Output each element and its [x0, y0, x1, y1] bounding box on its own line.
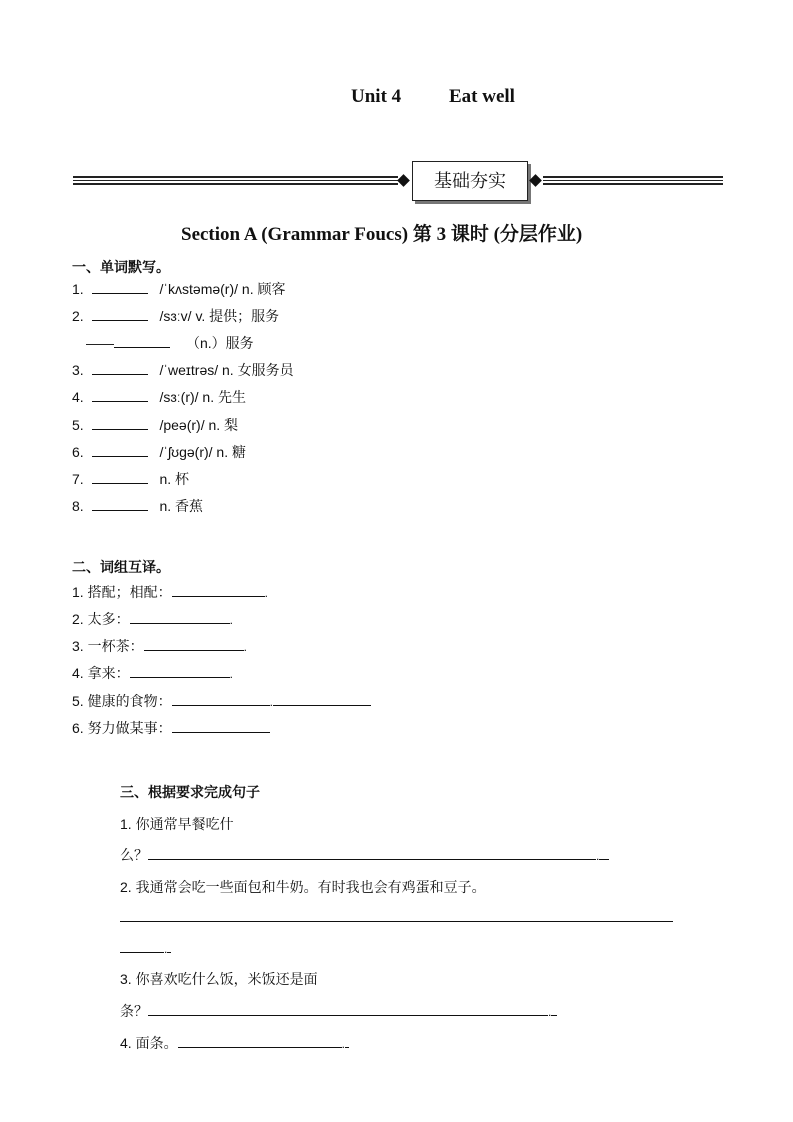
item-text: /ˈʃʊɡə(r)/ n. 糖: [159, 444, 246, 460]
part2-heading: 二、词组互译。: [72, 559, 170, 575]
list-item: [72, 469, 189, 489]
item-text: 4. 拿来：: [72, 665, 130, 681]
answer-blank[interactable]: [148, 846, 596, 860]
question-1-line-2: 么？ .: [120, 845, 609, 865]
list-item: [72, 360, 294, 380]
answer-blank[interactable]: [92, 307, 148, 321]
unit-number: Unit 4: [351, 86, 402, 107]
item-text: /sɜːv/ v. 提供；服务: [159, 308, 280, 324]
item-number: 2.: [72, 308, 84, 324]
answer-blank[interactable]: [92, 416, 148, 430]
diamond-left-icon: [397, 174, 410, 187]
item-number: 3.: [72, 362, 84, 378]
list-item: 5. 健康的食物： .: [72, 691, 371, 711]
diamond-right-icon: [529, 174, 542, 187]
item-number: 8.: [72, 498, 84, 514]
answer-blank[interactable]: [120, 939, 164, 953]
answer-blank[interactable]: [167, 939, 171, 953]
question-4: 4. 面条。 .: [120, 1033, 349, 1053]
item-text: n. 杯: [159, 471, 190, 487]
item-text: /ˈkʌstəmə(r)/ n. 顾客: [159, 281, 286, 297]
list-item: [72, 306, 279, 326]
answer-blank[interactable]: [273, 692, 371, 706]
item-text: n. 香蕉: [159, 498, 204, 514]
list-item: [72, 387, 246, 407]
list-item: 4. 拿来： .: [72, 665, 233, 681]
question-3-line-2: 条？ .: [120, 1001, 557, 1021]
list-item: [72, 279, 285, 299]
answer-blank[interactable]: [114, 334, 170, 348]
answer-blank[interactable]: [130, 664, 230, 678]
unit-title: Eat well: [449, 86, 515, 107]
item-number: 5.: [72, 417, 84, 433]
answer-blank[interactable]: [178, 1034, 342, 1048]
item-number: ——: [86, 335, 114, 351]
answer-blank[interactable]: [172, 692, 270, 706]
item-number: 4.: [72, 389, 84, 405]
item-text: 1. 搭配；相配：: [72, 584, 172, 600]
section-title: Section A (Grammar Foucs) 第 3 课时 (分层作业): [181, 224, 583, 245]
item-text: 5. 健康的食物：: [72, 693, 172, 709]
item-text: 3. 一杯茶：: [72, 638, 144, 654]
answer-blank[interactable]: [144, 637, 244, 651]
banner-rule-left: [73, 176, 398, 188]
answer-blank[interactable]: [172, 583, 265, 597]
item-number: 1.: [72, 281, 84, 297]
item-number: 6.: [72, 444, 84, 460]
list-item: 2. 太多： .: [72, 611, 233, 627]
question-3-line-1: 3. 你喜欢吃什么饭，米饭还是面: [120, 971, 318, 987]
answer-blank[interactable]: [92, 497, 148, 511]
answer-blank[interactable]: [92, 388, 148, 402]
part1-heading: 一、单词默写。: [72, 259, 170, 275]
answer-blank[interactable]: [148, 1002, 548, 1016]
list-item: [72, 718, 270, 738]
question-1-line-1: 1. 你通常早餐吃什: [120, 816, 234, 832]
answer-blank[interactable]: [92, 361, 148, 375]
answer-blank[interactable]: [130, 610, 230, 624]
item-text: /peə(r)/ n. 梨: [159, 417, 239, 433]
list-item: 3. 一杯茶： .: [72, 638, 247, 654]
part3-heading: 三、根据要求完成句子: [120, 784, 260, 800]
list-item: [72, 415, 238, 435]
question-2-line-3: .: [120, 939, 171, 956]
answer-blank[interactable]: [92, 280, 148, 294]
item-text: /sɜː(r)/ n. 先生: [159, 389, 246, 405]
answer-blank[interactable]: [345, 1034, 349, 1048]
banner-rule-right: [543, 176, 723, 188]
item-text: 2. 太多：: [72, 611, 130, 627]
answer-blank[interactable]: [551, 1002, 557, 1016]
answer-line[interactable]: [120, 921, 673, 922]
item-number: 7.: [72, 471, 84, 487]
item-text: 6. 努力做某事：: [72, 720, 172, 736]
answer-blank[interactable]: [92, 470, 148, 484]
answer-blank[interactable]: [92, 443, 148, 457]
list-item: 1. 搭配；相配： .: [72, 584, 268, 600]
answer-blank[interactable]: [172, 719, 270, 733]
list-item: [72, 442, 246, 462]
question-2-line-1: 2. 我通常会吃一些面包和牛奶。有时我也会有鸡蛋和豆子。: [120, 879, 486, 895]
banner-box: 基础夯实: [412, 161, 528, 201]
item-text: （n.）服务: [186, 335, 254, 351]
list-item: [72, 496, 203, 516]
list-item: [86, 333, 254, 353]
answer-blank[interactable]: [599, 846, 609, 860]
item-text: /ˈweɪtrəs/ n. 女服务员: [159, 362, 294, 378]
